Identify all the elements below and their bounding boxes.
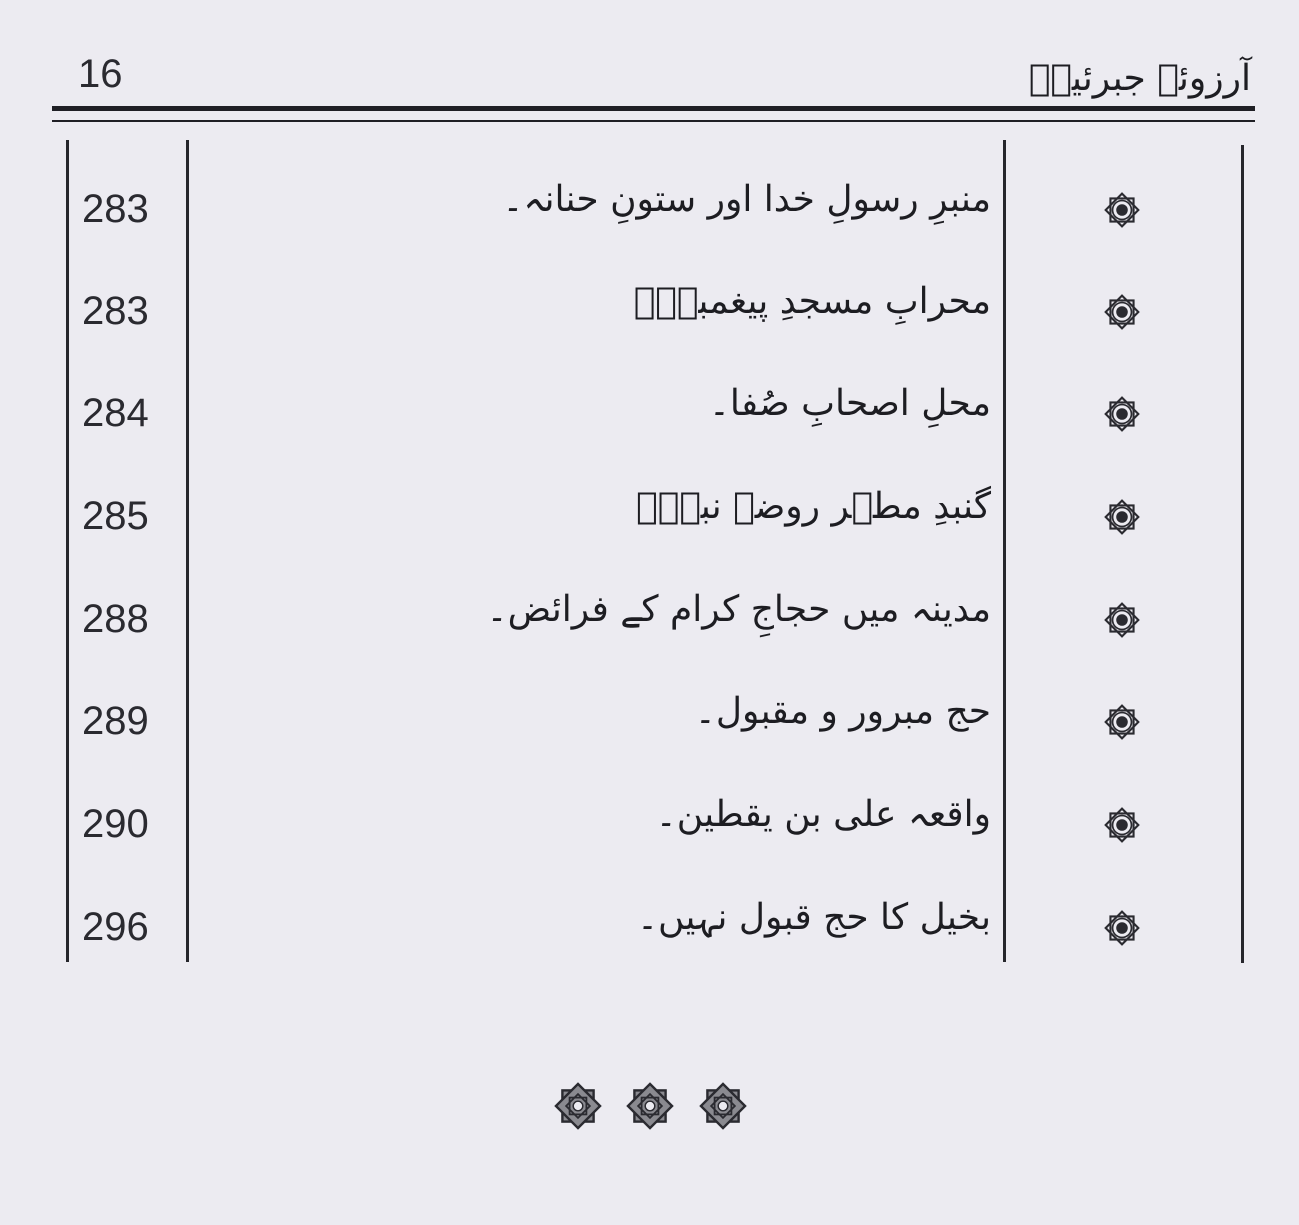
header-rule-thick [52, 106, 1255, 111]
toc-entry-title: منبرِ رسولِ خدا اور ستونِ حنانہ۔ [502, 179, 991, 220]
toc-entry-page: 283 [82, 187, 149, 231]
octagram-rosette-icon [1101, 189, 1143, 231]
toc-entry-title: مدینہ میں حجاجِ کرام کے فرائض۔ [486, 589, 991, 630]
toc-entry-title: حج مبرور و مقبول۔ [694, 691, 991, 732]
toc-entry-page: 285 [82, 494, 149, 538]
toc-entry[interactable] [0, 472, 1299, 576]
toc-entry-page: 284 [82, 391, 149, 435]
toc-entry-title: واقعہ علی بن یقطین۔ [655, 794, 991, 835]
toc-entry-page: 290 [82, 802, 149, 846]
toc-entry[interactable] [0, 677, 1299, 781]
toc-entry[interactable] [0, 883, 1299, 987]
octagram-star-icon [554, 1082, 602, 1130]
octagram-star-icon [626, 1082, 674, 1130]
toc-entry-page: 289 [82, 699, 149, 743]
octagram-rosette-icon [1101, 907, 1143, 949]
toc-entry-page: 296 [82, 905, 149, 949]
toc-entry-page: 283 [82, 289, 149, 333]
toc-entry[interactable] [0, 780, 1299, 884]
header-rule-thin [52, 120, 1255, 122]
octagram-rosette-icon [1101, 599, 1143, 641]
octagram-star-icon [699, 1082, 747, 1130]
toc-entry-page: 288 [82, 597, 149, 641]
book-title: آرزوئے جبرئیلؑ [1028, 58, 1251, 99]
toc-entry[interactable] [0, 267, 1299, 371]
octagram-rosette-icon [1101, 393, 1143, 435]
octagram-rosette-icon [1101, 804, 1143, 846]
toc-entry-title: گنبدِ مطہر روضۂ نبیؐ۔ [635, 486, 991, 527]
octagram-rosette-icon [1101, 496, 1143, 538]
octagram-rosette-icon [1101, 291, 1143, 333]
toc-entry[interactable] [0, 575, 1299, 679]
toc-entry-title: محلِ اصحابِ صُفا۔ [708, 383, 991, 424]
toc-entry[interactable] [0, 165, 1299, 269]
toc-entry-title: بخیل کا حج قبول نہیں۔ [636, 897, 991, 938]
toc-entry-title: محرابِ مسجدِ پیغمبرؐ۔ [633, 281, 991, 322]
page-number: 16 [78, 52, 123, 96]
toc-entry[interactable] [0, 369, 1299, 473]
octagram-rosette-icon [1101, 701, 1143, 743]
